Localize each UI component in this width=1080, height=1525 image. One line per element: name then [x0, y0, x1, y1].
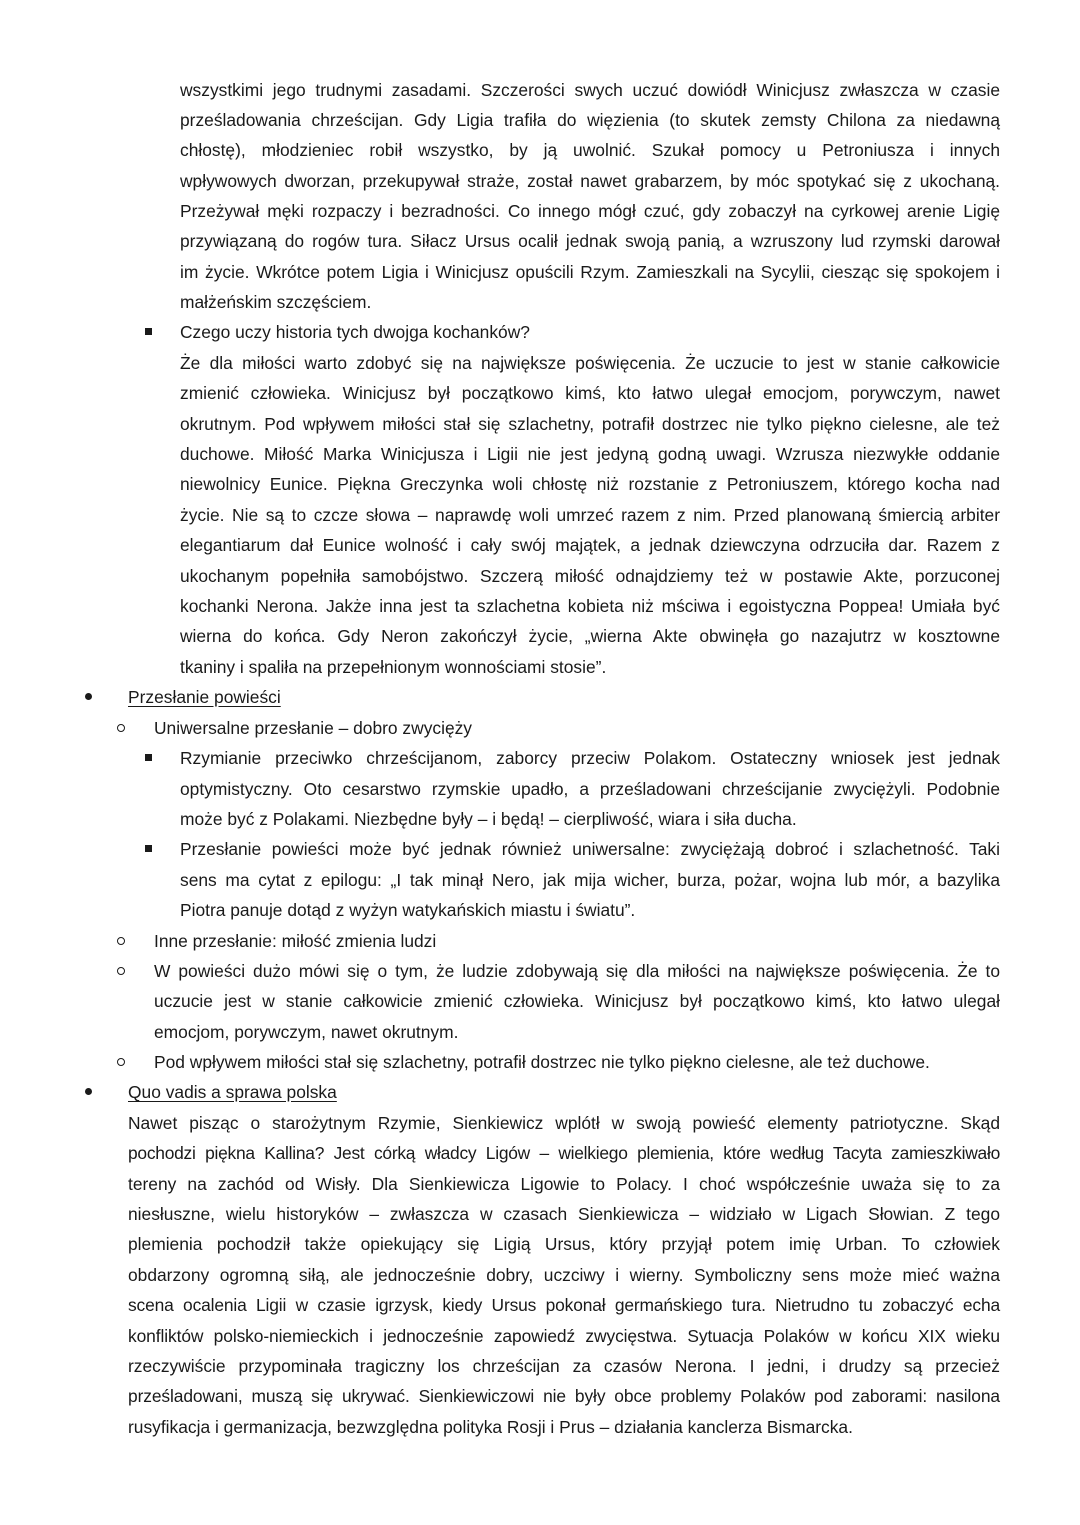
subheading-line: Uniwersalne przesłanie – dobro zwycięży	[154, 718, 473, 738]
paragraph-line: scena ocalenia Ligii w czasie igrzysk, kiedy Ursus pokonał germańskiego tura. Nietrudno tu zobaczyć echa	[128, 1295, 1000, 1315]
paragraph-line: Przesłanie powieści może być jednak również uniwersalne: zwyciężają dobroć i szlachetność. Taki	[180, 839, 1000, 859]
paragraph-line: małżeńskim szczęściem.	[180, 292, 372, 312]
paragraph-line: Że dla miłości warto zdobyć się na największe poświęcenia. Że uczucie to jest w stanie całkowicie	[180, 353, 1000, 373]
paragraph-line: życie. Nie są to czcze słowa – naprawdę woli umrzeć razem z nim. Przed planowaną śmiercią arbiter	[180, 505, 1000, 525]
paragraph-line: emocjom, porywczym, nawet okrutnym.	[154, 1022, 459, 1042]
paragraph-line: tkaniny i spaliła na przepełnionym wonnościami stosie”.	[180, 657, 607, 677]
paragraph-line: Piotra panuje dotąd z wyżyn watykańskich miastu i światu”.	[180, 900, 636, 920]
paragraph-line: tereny na zachód od Wisły. Dla Sienkiewicza Ligowie to Polacy. I choć współcześnie uważa się to za	[128, 1174, 1000, 1194]
paragraph-line: niesłuszne, wielu historyków – zwłaszcza w czasach Sienkiewicza – widziało w Ligach Słowian. Z tego	[128, 1204, 1000, 1224]
paragraph-line: przywiązaną do rogów tura. Siłacz Ursus ocalił jednak swoją panią, a wzruszony lud rzymski darował	[180, 231, 1000, 251]
section-heading-przeslanie: Przesłanie powieści	[128, 687, 281, 707]
subheading-line: Inne przesłanie: miłość zmienia ludzi	[154, 931, 437, 951]
circle-bullet-icon	[117, 713, 127, 743]
paragraph-line: okrutnym. Pod wpływem miłości stał się szlachetny, potrafił dostrzec nie tylko piękno cielesne, ale też	[180, 414, 1000, 434]
section-heading-quo-vadis: Quo vadis a sprawa polska	[128, 1082, 337, 1102]
paragraph-line: obdarzony ogromną siłą, ale jednocześnie dobry, uczciwy i wierny. Symboliczny sens może mieć ważna	[128, 1265, 1000, 1285]
circle-bullet-icon	[117, 1047, 127, 1077]
square-bullet-icon	[145, 317, 155, 347]
round-bullet-icon	[85, 1077, 95, 1107]
circle-bullet-icon	[117, 956, 127, 986]
paragraph-line: niewolnicy Eunice. Piękna Greczynka woli chłostę niż rozstanie z Petroniuszem, którego kocha nad	[180, 474, 1000, 494]
square-bullet-icon	[145, 834, 155, 864]
circle-bullet-icon	[117, 926, 127, 956]
paragraph-line: W powieści dużo mówi się o tym, że ludzie zdobywają się dla miłości na największe poświęcenia. Że to	[154, 961, 1000, 981]
paragraph-line: Nawet pisząc o starożytnym Rzymie, Sienkiewicz wplótł w swoją powieść elementy patriotyczne. Skąd	[128, 1113, 1000, 1133]
paragraph-line: konfliktów polsko-niemieckich i jednocześnie zapowiedź zwycięstwa. Sytuacja Polaków w końcu XIX wieku	[128, 1326, 1000, 1346]
paragraph-line: wpływowych dworzan, przekupywał straże, został nawet grabarzem, by móc spotykać się z ukochaną.	[180, 171, 1000, 191]
square-bullet-icon	[145, 743, 155, 773]
paragraph-line: pochodzi piękna Kallina? Jest córką władcy Ligów – wielkiego plemienia, które według Tacyta zamieszkiwało	[128, 1143, 1000, 1163]
paragraph-line: Rzymianie przeciwko chrześcijanom, zaborcy przeciw Polakom. Ostateczny wniosek jest jednak	[180, 748, 1000, 768]
paragraph-line: ukochanym popełniła samobójstwo. Szczerą miłość odnajdziemy też w postawie Akte, porzuconej	[180, 566, 1000, 586]
paragraph-line: wierna do końca. Gdy Neron zakończył życie, „wierna Akte obwinęła go nazajutrz w kosztowne	[180, 626, 1000, 646]
paragraph-line: prześladowania chrześcijan. Gdy Ligia trafiła do więzienia (to skutek zemsty Chilona za niedawną	[180, 110, 1000, 130]
paragraph-line: Pod wpływem miłości stał się szlachetny, potrafił dostrzec nie tylko piękno cielesne, ale też duchowe.	[154, 1052, 930, 1072]
paragraph-line: elegantiarum dał Eunice wolność i cały swój majątek, a jednak dziewczyna odrzuciła dar. Razem z	[180, 535, 1000, 555]
paragraph-line: rzeczywiście przypominała tragiczny los chrześcijan za czasów Nerona. I jedni, i drudzy są przecież	[128, 1356, 1000, 1376]
paragraph-line: sens ma cytat z epilogu: „I tak minął Nero, jak mija wicher, burza, pożar, wojna lub mór, a bazylika	[180, 870, 1000, 890]
paragraph-line: plemienia pochodził także opiekujący się Ligią Ursus, który przyjął potem imię Urban. To człowiek	[128, 1234, 1000, 1254]
paragraph-line: zmienić człowieka. Winicjusz był początkowo kimś, kto łatwo ulegał emocjom, porywczym, nawet	[180, 383, 1000, 403]
paragraph-line: optymistyczny. Oto cesarstwo rzymskie upadło, a prześladowani chrześcijanie zwyciężyli. Podobnie	[180, 779, 1000, 799]
paragraph-line: prześladowani, muszą się ukrywać. Sienkiewiczowi nie były obce problemy Polaków pod zaborami: nasilona	[128, 1386, 1000, 1406]
paragraph-line: wszystkimi jego trudnymi zasadami. Szczerości swych uczuć dowiódł Winicjusz zwłaszcza w czasie	[180, 80, 1000, 100]
round-bullet-icon	[85, 682, 95, 712]
paragraph-line: Przeżywał męki rozpaczy i bezradności. Co innego mógł czuć, gdy zobaczył na cyrkowej arenie Ligię	[180, 201, 1000, 221]
paragraph-line: duchowe. Miłość Marka Winicjusza i Ligii nie jest jedyną godną uwagi. Wzrusza niezwykłe oddanie	[180, 444, 1000, 464]
paragraph-line: rusyfikacja i germanizacja, bezwzględna polityka Rosji i Prus – działania kanclerza Bismarcka.	[128, 1417, 853, 1437]
paragraph-line: chłostę), młodzieniec robił wszystko, by ją uwolnić. Szukał pomocy u Petroniusza i innych	[180, 140, 1000, 160]
question-line: Czego uczy historia tych dwojga kochanków?	[180, 322, 530, 342]
paragraph-line: może być z Polakami. Niezbędne były – i będą! – cierpliwość, wiara i siła ducha.	[180, 809, 797, 829]
paragraph-line: uczucie jest w stanie całkowicie zmienić człowieka. Winicjusz był początkowo kimś, kto łatwo ulegał	[154, 991, 1000, 1011]
paragraph-line: im życie. Wkrótce potem Ligia i Winicjusz opuścili Rzym. Zamieszkali na Sycylii, ciesząc się spokojem i	[180, 262, 1000, 282]
paragraph-line: kochanki Nerona. Jakże inna jest ta szlachetna kobieta niż mściwa i egoistyczna Poppea! Umiała być	[180, 596, 1000, 616]
